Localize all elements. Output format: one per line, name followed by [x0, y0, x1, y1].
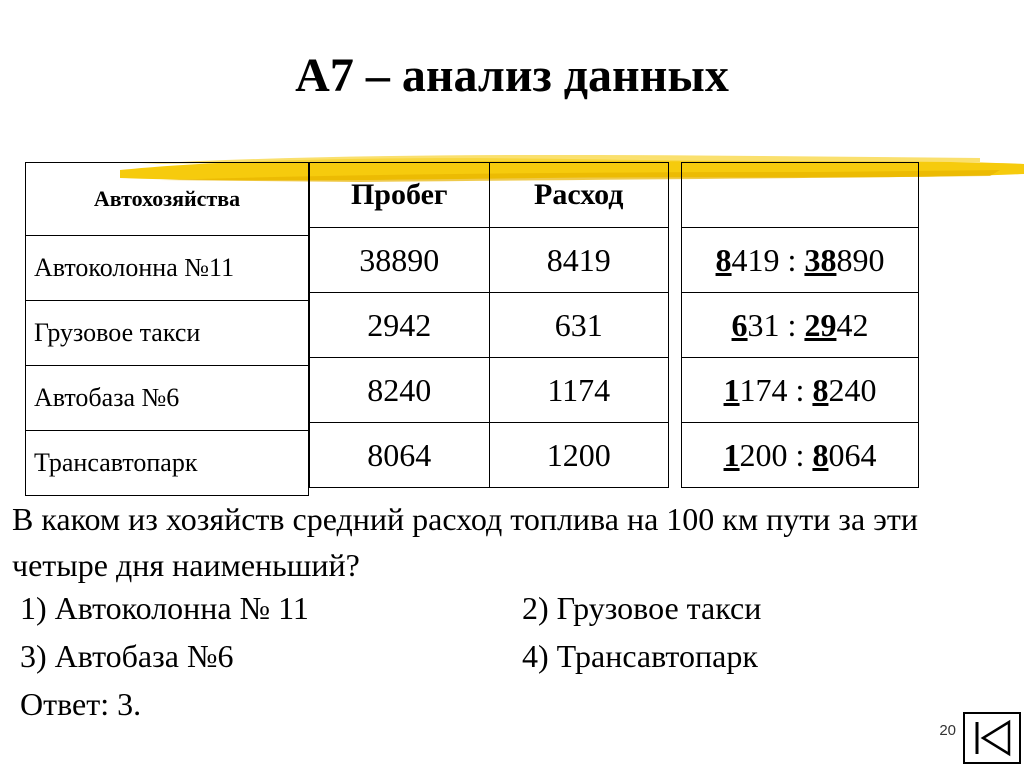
- header-households: Автохозяйства: [26, 163, 309, 236]
- ratio-lead-digits: 8: [812, 436, 829, 473]
- ratio-table: [681, 162, 919, 488]
- ratio-lead-digits: 8: [812, 371, 829, 408]
- row-name: Автоколонна №11: [26, 236, 309, 301]
- ratio-separator: :: [787, 371, 813, 408]
- ratio-lead-digits: 1: [723, 436, 740, 473]
- ratio-lead-digits: 38: [804, 241, 837, 278]
- cell-consumption: 8419: [489, 228, 669, 293]
- cell-consumption: 1200: [489, 423, 669, 488]
- option-3: 3) Автобаза №6: [20, 638, 234, 674]
- skip-to-start-icon[interactable]: [963, 712, 1021, 764]
- ratio-cell: [682, 228, 919, 293]
- option-1: 1) Автоколонна № 11: [20, 590, 309, 626]
- ratio-separator: :: [779, 241, 805, 278]
- ratio-rest: 42: [836, 306, 869, 343]
- row-name: Автобаза №6: [26, 366, 309, 431]
- cell-consumption: 631: [489, 293, 669, 358]
- cell-mileage: 8064: [310, 423, 490, 488]
- ratio-rest: 200: [739, 436, 788, 473]
- option-4: 4) Трансавтопарк: [522, 638, 758, 674]
- ratio-rest: 240: [828, 371, 877, 408]
- option-2: 2) Грузовое такси: [522, 590, 762, 626]
- mileage-consumption-table: [309, 162, 669, 488]
- question-text: В каком из хозяйств средний расход топлива на 100 км пути за эти четыре дня наименьший?: [12, 501, 918, 583]
- slide-title: А7 – анализ данных: [295, 49, 729, 102]
- ratio-rest: 064: [828, 436, 877, 473]
- ratio-rest: 419: [731, 241, 780, 278]
- header-mileage: Пробег: [310, 163, 490, 228]
- row-name: Грузовое такси: [26, 301, 309, 366]
- ratio-lead-digits: 29: [804, 306, 837, 343]
- ratio-rest: 31: [747, 306, 780, 343]
- ratio-separator: :: [779, 306, 805, 343]
- ratio-lead-digits: 6: [731, 306, 748, 343]
- page-number: 20: [939, 722, 956, 739]
- ratio-cell: [682, 358, 919, 423]
- header-consumption: Расход: [489, 163, 669, 228]
- cell-mileage: 38890: [310, 228, 490, 293]
- row-name: Трансавтопарк: [26, 431, 309, 496]
- ratio-cell: [682, 423, 919, 488]
- answer-text: Ответ: 3.: [20, 686, 142, 722]
- ratio-rest: 890: [836, 241, 885, 278]
- cell-consumption: 1174: [489, 358, 669, 423]
- ratio-cell: [682, 293, 919, 358]
- ratio-lead-digits: 8: [715, 241, 732, 278]
- ratio-header-empty: [682, 163, 919, 228]
- ratio-separator: :: [787, 436, 813, 473]
- households-table: [25, 162, 309, 496]
- cell-mileage: 8240: [310, 358, 490, 423]
- ratio-lead-digits: 1: [723, 371, 740, 408]
- cell-mileage: 2942: [310, 293, 490, 358]
- ratio-rest: 174: [739, 371, 788, 408]
